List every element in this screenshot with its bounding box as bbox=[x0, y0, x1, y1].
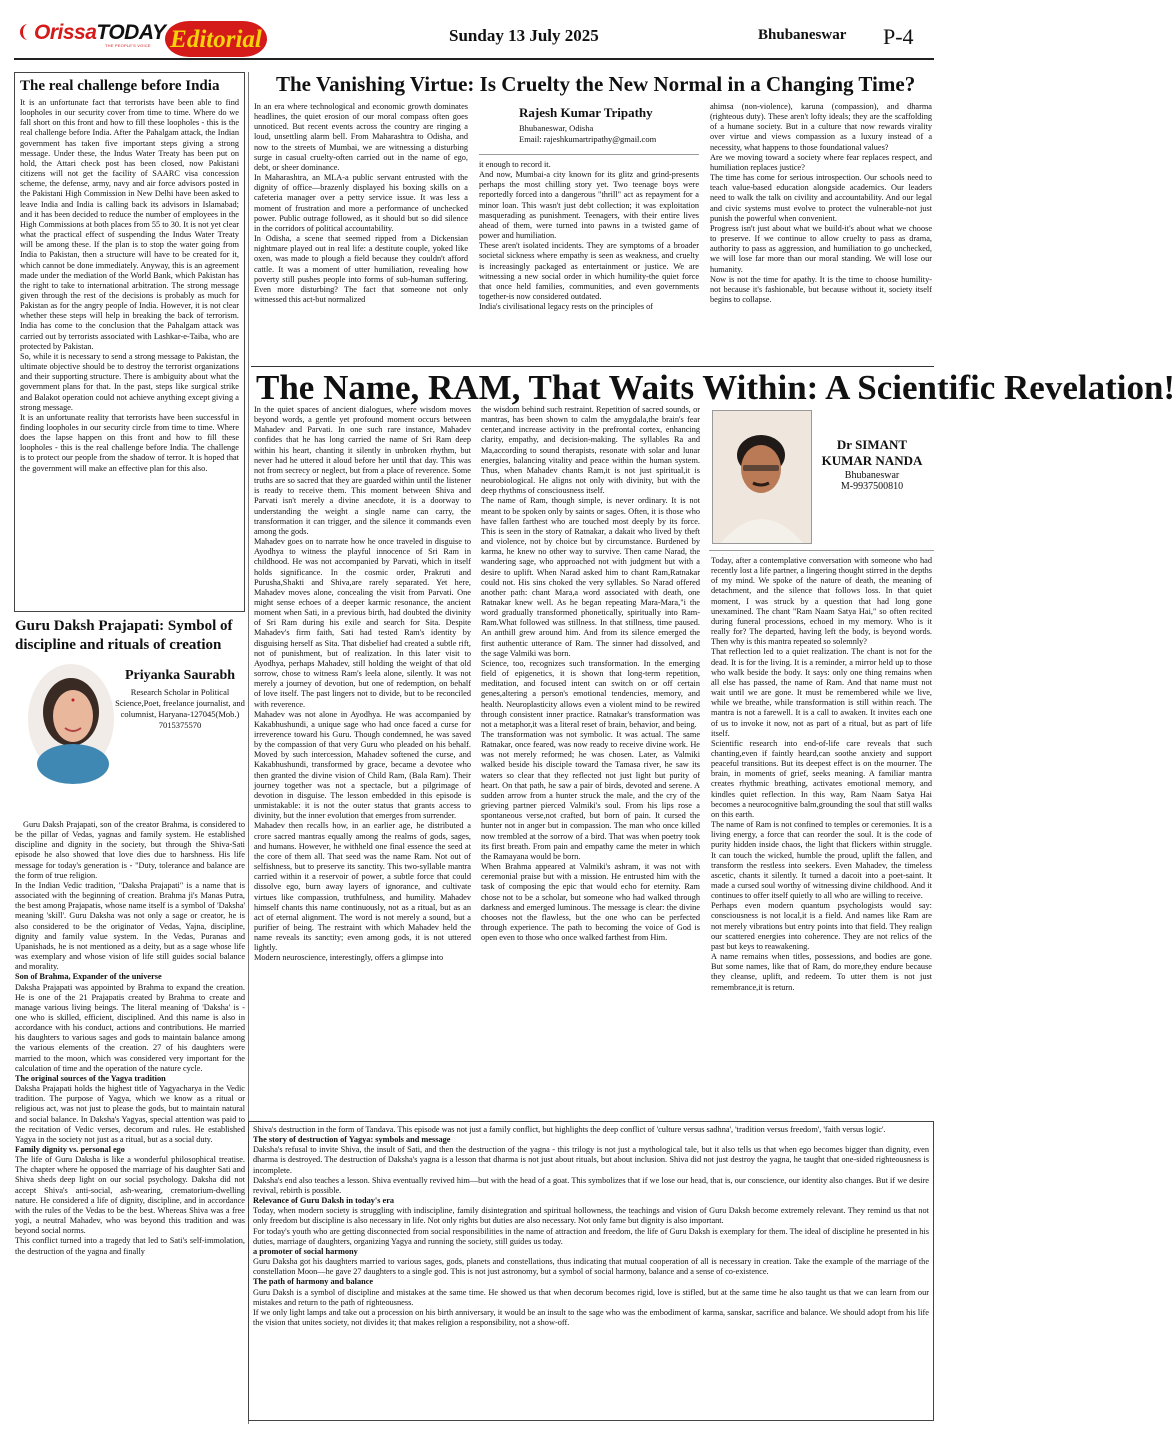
ram-author-name2: KUMAR NANDA bbox=[821, 453, 923, 468]
masthead bbox=[0, 0, 945, 58]
logo-tagline: THE PEOPLE'S VOICE bbox=[105, 43, 151, 48]
guru-box-text-1: Daksha's refusal to invite Shiva, the insult of Sati, and then the destruction of the yagna - this trilogy is not just a mythological tale, but it also tells us that when ego becomes bigger than dignity, even dharma is destroyed. The destruction of Daksha's yagna is a lesson that dharma is not just about rituals, but about inclusion. Shiva did not just destroy the yagna, he taught that one-sided righteousness is incomplete. Daksha's end also teaches a lesson. Shiva eventually revived him—but with the head of a goat. This symbolizes that if we lose our head, that is, our conscience, our identity also changes. But if we desire revival, rebirth is possible. bbox=[253, 1145, 929, 1195]
sidebar-body: It is an unfortunate fact that terrorists have been able to find loopholes in our security cover from time to time. Where do we fall short on this front and how to fill these loopholes - this is the real challenge before India. After the Pahalgam attack, the Indian government has taken five important steps giving a strong message. Under these, the Indus Water Treaty has been put on hold, the Attari check post has been closed, now Pakistani citizens will not get the facility of SAARC visa concession scheme, the defense, army, navy and air force advisors posted in the Pakistani High Commission in New Delhi have been asked to leave India and India is calling back its advisors in Islamabad; and it has been decided to reduce the number of employees in the High Commissions at both places from 55 to 30. It is not yet clear what the practical effect of suspending the Indus Water Treaty will be among these. If the plan is to stop the water going from India to Pakistan, then a structure will have to be created for it, which cannot be done immediately. Anyway, this is an agreement made under the mediation of the World Bank, which Pakistan has the right to take to international arbitration. The strong message given through the rest of the decisions is probably as much for Pakistan as for the angry people of India. However, it is not clear whether these steps will help in breaking the back of terrorism. India has come to the conclusion that the Pahalgam attack was carried out by terrorists associated with Lashkar-e-Taiba, who are protected by Pakistan. So, while it is necessary to send a strong message to Pakistan, the ultimate objective should be to destroy the terrorist organizations and their supporting structure. There is ambiguity about what the government plans for that. In the past, steps like surgical strike and Balakot operation could not achieve anything except giving a strong message. It is an unfortunate reality that terrorists have been successful in finding loopholes in our security circle from time to time. Where does the lapse happen on this front and how to fill these loopholes - this is the real challenge before India. The challenge is to protect our people from the shadow of terror. It is hoped that the government will make an effective plan for this also. bbox=[20, 98, 239, 473]
guru-byline bbox=[114, 668, 246, 731]
vanishing-col1: In an era where technological and economic growth dominates headlines, the quiet erosion of our moral compass often goes unnoticed. But recent events across the country are ringing a loud, unsettling alarm bell. From Maharashtra to Odisha, and now to the streets of Mumbai, we are witnessing a disturbing surge in casual cruelty-often carried out in the name of ego, debt, or sheer dominance. In Maharashtra, an MLA-a public servant entrusted with the dignity of office—brazenly displayed his boxing skills on a cafeteria manager over a petty service issue. It was less a moment of frustration and more a performance of unchecked power. Public outrage followed, as it should but so did silence in the corridors of political accountability. In Odisha, a scene that seemed ripped from a Dickensian nightmare played out in real life: a destitute couple, yoked like oxen, was made to plough a field because they couldn't afford cattle. It was a moment of utter humiliation, revealing how poverty still pushes people into forms of sub-human suffering. Even more disturbing? The fact that someone not only witnessed this act-but normalized bbox=[254, 102, 468, 304]
logo-prefix: Orissa bbox=[34, 21, 97, 44]
guru-sec1-title: Son of Brahma, Expander of the universe bbox=[15, 972, 162, 982]
author-photo bbox=[28, 664, 114, 774]
logo-main: TODAY bbox=[96, 21, 166, 44]
vanishing-title: The Vanishing Virtue: Is Cruelty the New Normal in a Changing Time? bbox=[276, 72, 916, 96]
byline-rule bbox=[479, 154, 699, 155]
sidebar-article bbox=[14, 72, 245, 612]
photo-rule bbox=[709, 550, 934, 551]
guru-sec2-text: Daksha Prajapati holds the highest title of Yagyacharya in the Vedic tradition. The purpose of Yagya, which we know as a ritual or religious act, was not just to please the gods, but to maintain natural and social balance. In Daksha's Yagyas, special attention was paid to the recitation of Vedic verses, decorum and rules. He established Yagya in the society not just as a ritual, but as a social duty. bbox=[15, 1084, 245, 1144]
vanishing-author-place: Bhubaneswar, Odisha bbox=[519, 123, 594, 133]
ram-author-name1: Dr SIMANT bbox=[836, 437, 908, 452]
ram-byline bbox=[812, 437, 932, 492]
guru-intro: Guru Daksh Prajapati, son of the creator Brahma, is considered to be the pillar of Vedas, yagnas and family system. He established discipline and dignity in the society, but through the Shiva-Sati episode he also showed that love dies due to harshness. His life message for today's generation is - "Duty, tolerance and balance are the form of true religion. In the Indian Vedic tradition, "Daksha Prajapati" is a name that is associated with the beginning of creation. Brahma ji's Manas Putra, the best among Prajapatis, whose name itself is a symbol of 'Daksha' meaning 'skill'. Guru Daksha was not only a sage or creator, he is also considered to be the originator of Vedas, Yajna, discipline, dignity and family value system. In the Vedas, Puranas and Upanishads, he is not mentioned as a deity, but as a sage whose life was exemplary and whose vision of life still guides social balance and morality. bbox=[15, 820, 245, 972]
vanishing-col3: ahimsa (non-violence), karuna (compassion), and dharma (righteous duty). These aren't lofty ideals; they are the scaffolding of a humane society. But in a culture that now rewards virality over virtue and views compassion as a luxury instead of a necessity, what happens to those foundational values? Are we moving toward a society where fear replaces respect, and humiliation replaces justice? The time has come for serious introspection. Our schools need to teach value-based education alongside academics. Our leaders need to walk the talk on civility and accountability. And our legal and civic systems must evolve to protect the vulnerable-not just punish the powerful when convenient. Progress isn't just about what we build-it's about what we choose to preserve. If we continue to allow cruelty to pass as drama, authority to pass as aggression, and humiliation to go unchecked, we will lose far more than our moral standing. We will lose our humanity. Now is not the time for apathy. It is the time to choose humility-not because it's fashionable, but because without it, society itself begins to collapse. bbox=[710, 102, 932, 304]
guru-column bbox=[15, 820, 245, 1420]
guru-box-title-1: The story of destruction of Yagya: symbols and message bbox=[253, 1135, 451, 1145]
vanishing-author-email: Email: rajeshkumartripathy@gmail.com bbox=[519, 134, 657, 144]
city: Bhubaneswar bbox=[758, 27, 847, 43]
section-badge: Editorial bbox=[165, 21, 267, 57]
guru-author-name: Priyanka Saurabh bbox=[124, 668, 236, 683]
guru-box-title-2: Relevance of Guru Daksh in today's era bbox=[253, 1196, 395, 1206]
guru-box-intro: Shiva's destruction in the form of Tandava. This episode was not just a family conflict, but highlights the deep conflict of 'culture versus sadhna', 'tradition versus freedom', 'faith versus logic'. bbox=[253, 1125, 886, 1134]
guru-sec2-title: The original sources of the Yagya tradition bbox=[15, 1073, 166, 1083]
ram-author-portrait-icon bbox=[713, 411, 811, 543]
guru-box-title-3: a promoter of social harmony bbox=[253, 1246, 358, 1256]
guru-sec3-title: Family dignity vs. personal ego bbox=[15, 1145, 125, 1154]
sidebar-title: The real challenge before India bbox=[20, 78, 220, 94]
guru-box-title-4: The path of harmony and balance bbox=[253, 1277, 374, 1287]
guru-box-text-4: Guru Daksh is a symbol of discipline and mistakes at the same time. He showed us that when decorum becomes rigid, love is stifled, but at the same time he also taught us that we can learn from our mistakes and return to the path of righteousness. If we only light lamps and take out a procession on his birth anniversary, it would be an insult to the sage who was the embodiment of karma, sanskar, sacrifice and balance. We should adopt from his life the vision that unites society, not divides it; that makes religion a responsibility, not a show-off. bbox=[253, 1287, 929, 1327]
guru-box-text-2: Today, when modern society is struggling with indiscipline, family disintegration and spiritual hollowness, the teachings and vision of Guru Daksh become extremely relevant. They remind us that not only freedom but discipline is also necessary in life. Not only rights but duties are also necessary. Not only fame but dignity is also important. For today's youth who are getting disconnected from social responsibilities in the name of attraction and freedom, the life of Guru Daksh is exemplary for them. The ideal of discipline he presented in his duties, marriage of daughters, organizing Yagya and running the society, still guides us today. bbox=[253, 1206, 929, 1246]
ram-author-place: Bhubaneswar bbox=[844, 470, 900, 481]
guru-box-text-3: Guru Daksha got his daughters married to various sages, gods, planets and constellations, thus indicating that mutual cooperation of all is necessary in creation. Take the example of the marriage of the constellation Moon—he gave 27 daughters to a single god. This is not just astronomy, but a symbol of social harmony, balance and a sense of co-existence. bbox=[253, 1257, 929, 1277]
guru-sec1-text: Daksha Prajapati was appointed by Brahma to expand the creation. He is one of the 21 Prajapatis created by Brahma to create and manage various living beings. The literal meaning of 'Daksha' is - one who is skilled, efficient, disciplined. And this name is also in accordance with his conduct, actions and contributions. He married his daughters to various sages and gods to maintain balance among the various elements of the creation. 27 of his daughters were married to the moon, which was considered very important for the calculation of time and the operation of the nature cycle. bbox=[15, 982, 245, 1073]
ram-col2: the wisdom behind such restraint. Repetition of sacred sounds, or mantras, has been shown to calm the amygdala,the brain's fear center,and increase activity in the prefrontal cortex, enhancing clarity, empathy, and decision-making. The syllables Ra and Ma,according to sound therapists, resonate with solar and lunar energies, balancing vitality and peace within the human system. Thus, when Mahadev chants Ram,it is not just spiritual,it is neurobiological. He aligns not only with divinity, but with the deep rhythms of consciousness itself. The name of Ram, though simple, is never ordinary. It is not meant to be spoken only by saints or sages. Often, it is those who have fallen farthest who are touched most deeply by its force. This is seen in the story of Ratnakar, a dakait who lived by theft and violence, not by choice but by circumstance. Burdened by karma, he knew no other way to survive. Then came Narad, the wandering sage, who approached not with judgment but with a desire to uplift. When Narad asked him to chant Ram,Ratnakar could not. His sins choked the very syllables. So Narad offered another path: chant Mara,a word associated with death, one Ratnakar knew well. As he began repeating Mara-Mara,"i the word gradually transformed phonetically, spiritually into Ram-Ram.What followed was stillness. In that stillness, time paused. An anthill grew around him. And from its silence emerged the first authentic utterance of Ram. The sinner had dissolved, and the sage Valmiki was born. Science, too, recognizes such transformation. In the emerging field of epigenetics, it is shown that long-term repetition, meditation, and focused intent can switch on or off certain genes,altering a person's emotional tendencies, memory, and health. Neuroplasticity allows even a violent mind to be rewired through consistent inner practice. Ratnakar's transformation was not a metaphor,it was a literal reset of brain, behavior, and being. The transformation was not symbolic. It was actual. The same Ratnakar, once feared, was now ready to receive divine work. He was not merely reformed; he was chosen. Later, as Valmiki walked beside his disciple toward the Tamasa river, he saw its waters so clear that they reflected not just light but purity of heart. On that path, he saw a pair of birds, devoted and serene. A sudden arrow from a hunter struck the male, and the cry of the grieving partner pierced Valmiki's soul. From his lips rose a spontaneous verse,not crafted, but born of pain. It cursed the hunter not in anger but in compassion. The man who once killed now trembled at the sorrow of a bird. That was when poetry took its first breath. From pain and empathy came the meter in which the Ramayana would be born. When Brahma appeared at Valmiki's ashram, it was not with ceremonial praise but with a mission. He entrusted him with the task of composing the epic that would echo for eternity. Ram chose not to be a scholar, but someone who had walked through darkness and emerged luminous. The message is clear: the divine chooses not the flawless, but the one who can be perfected through experience. The path to becoming the voice of God is open even to those who once walked farthest from Him. bbox=[481, 405, 700, 943]
ram-title: The Name, RAM, That Waits Within: A Scientific Revelation! bbox=[256, 368, 1175, 407]
issue-date: Sunday 13 July 2025 bbox=[449, 26, 599, 45]
guru-author-desc: Research Scholar in Political Science,Poet, freelance journalist, and columnist, Haryana-127045(Mob.) 7015375570 bbox=[115, 687, 245, 730]
vanishing-col2: it enough to record it. And now, Mumbai-a city known for its glitz and grind-presents perhaps the most chilling story yet. Two teenage boys were reportedly forced into a dangerous "thrill" act as repayment for a minor loan. This wasn't just debt collection; it was exploitation masquerading as punishment. Teenagers, with their entire lives ahead of them, were turned into pawns in a twisted game of power and humiliation. These aren't isolated incidents. They are symptoms of a broader societal sickness where empathy is seen as weakness, and cruelty is increasingly packaged as entertainment or justice. We are witnessing a new social order in which humility-the quiet force that once held families, communities, and even governments together-is now considered outdated. India's civilisational legacy rests on the principles of bbox=[479, 160, 699, 312]
vanishing-byline bbox=[519, 105, 699, 145]
guru-sec3-text: The life of Guru Daksha is like a wonderful philosophical treatise. The chapter where he opposed the marriage of his daughter Sati and Shiva sheds deep light on our social psychology. Daksha did not accept Shiva's anti-social, ash-wearing, crematorium-dwelling nature. He considered a life of dignity, discipline, and in accordance with the rules of the Vedas to be the best. Whereas Shiva was a free yogi, a neutral Mahadev, who was beyond this tradition and was beyond social norms. This conflict turned into a tragedy that led to Sati's self-immolation, the destruction of the yagna and finally bbox=[15, 1155, 245, 1256]
guru-title: Guru Daksh Prajapati: Symbol of discipline and rituals of creation bbox=[15, 618, 233, 653]
ram-col1: In the quiet spaces of ancient dialogues, where wisdom moves beyond words, a gentle yet profound moment occurs between Mahadev and Parvati. In one such rare instance, Mahadev confides that he has long carried the name of Sri Ram deep within his heart, chanting it silently in unbroken rhythm, but never had he uttered it aloud before her until that day. This was not from secrecy or neglect, but from a place of reverence. Some truths are so sacred that they are guarded within until the listener is ready to receive them. This moment between Shiva and Parvati isn't merely a divine anecdote, it is a doorway to understanding the weight a single name can carry, the transformation it can trigger, and the silence it commands even among the gods. Mahadev goes on to narrate how he once traveled in disguise to Ayodhya to witness the playful innocence of Sri Ram in childhood. He was not accompanied by Parvati, which in itself holds significance. In the cosmic order, Prakruti and Purusha,Shakti and Shiva,are rarely separated. Yet here, Mahadev moves alone, concealing the visit from Parvati. One might sense echoes of a deeper karmic resonance, the ancient moment when Sati, in a previous birth, had doubted the divinity of Sri Ram during his exile and search for Sita. Despite Mahadev's firm faith, Sati had tested Ram's identity by disguising herself as Sita. That disbelief had created a subtle rift, not of punishment, but of realization. In this later visit to Ayodhya, perhaps Mahadev, still holding the weight of that old sorrow, chose to witness Ram's leela alone, silently. It was not merely a journey of devotion, but one of redemption, on behalf of love itself. The past lingers not to divide, but to be reconciled with reverence. Mahadev was not alone in Ayodhya. He was accompanied by Kakabhushundi, a unique sage who had once faced a curse for irreverence toward his Guru. Though condemned, he was saved by the compassion of that very Guru who pleaded on his behalf. Moved by such intercession, Mahadev softened the curse, and Kakabhushundi, transformed by grace, became a devotee who then granted the divine vision of Child Ram, (Bala Ram). Their journey together was not a spectacle, but a pilgrimage of devotion in disguise. The lesson embedded in this episode is unmistakable: it is not the outer status that grants access to divinity, but the inner evolution that emerges from surrender. Mahadev then recalls how, in an earlier age, he distributed a crore sacred mantras equally among the realms of gods, sages, and humans. However, he withheld one final essence the seed at the core of them all. That seed was the name Ram. Not out of selfishness, but to preserve its sanctity. This two-syllable mantra carried within it a reservoir of power, a subtle force that could dissolve ego, burn away layers of ignorance, and cultivate virtues like compassion, truthfulness, and humility. Mahadev himself chants this name continuously, not as a ritual, but as an act of eternal alignment. The word is not merely a sound, but a purifier of being. The restraint with which Mahadev held the name reveals its sanctity; even among gods, it is not uttered lightly. Modern neuroscience, interestingly, offers a glimpse into bbox=[254, 405, 471, 963]
logo-swoosh-icon bbox=[20, 24, 33, 40]
masthead-rule bbox=[14, 58, 934, 60]
ram-author-photo bbox=[712, 410, 812, 544]
ram-col3: Today, after a contemplative conversation with someone who had recently lost a life partner, a lingering thought stirred in the depths of my mind. We spoke of the nature of death, the meaning of detachment, and the silence that follows loss. In that quiet moment, I was struck by a question that had long gone unexamined. The chant "Ram Naam Satya Hai," so often recited during funeral processions, echoed in my memory. Who is it really for? The departed, having left the body, is beyond words. Then why is this mantra repeated so solemnly? That reflection led to a quiet realization. The chant is not for the dead. It is for the living. It is a reminder, a mirror held up to those who walk beside the body. It says: only one thing remains when all else has passed, the name of Ram. And that name must not wait until we are gone. It must be remembered while we live, while we breathe, while transformation is still within reach. The mantra is not a farewell. It is a call to awaken. It invites each one of us to invoke it now, not as part of a ritual, but as part of life itself. Scientific research into end-of-life care reveals that such chanting,even if faintly heard,can soothe anxiety and support peaceful transitions. But its deepest effect is on the mourner. The brain, in moments of grief, seeks meaning. A familiar mantra creates rhythmic breathing, activates emotional memory, and kindles quiet reflection. In this way, Ram Naam Satya Hai becomes a neurocognitive balm,grounding the soul that still walks on this earth. The name of Ram is not confined to temples or ceremonies. It is a living energy, a force that can reorder the soul. It is the code of purity hidden inside chaos, the light that flickers within struggle. It can touch the wicked, humble the proud, uplift the fallen, and transform the restless into seekers. Even Mahadev, the timeless ascetic, chants it silently. It turned a dacoit into a poet-saint. It made a cursed soul worthy of witnessing divine childhood. And it continues to offer itself quietly to all who are willing to receive. Perhaps even modern quantum psychologists would say: consciousness is not local,it is a field. And names like Ram are not merely vibrations but entry points into that field. They realign our scattered energies into coherence. They are not relics of the past but keys to reawakening. A name remains when titles, possessions, and bodies are gone. But some names, like that of Ram, do more,they endure because they cleanse, uplift, and redeem. To utter them is not just remembrance,it is return. bbox=[711, 556, 932, 992]
article-rule bbox=[251, 366, 934, 367]
page-number: P-4 bbox=[883, 24, 914, 49]
vanishing-author-name: Rajesh Kumar Tripathy bbox=[519, 105, 653, 120]
logo bbox=[20, 21, 165, 48]
author-portrait-icon bbox=[28, 664, 114, 774]
ram-author-mobile: M-9937500810 bbox=[840, 481, 904, 492]
guru-continuation-box bbox=[248, 1121, 934, 1421]
